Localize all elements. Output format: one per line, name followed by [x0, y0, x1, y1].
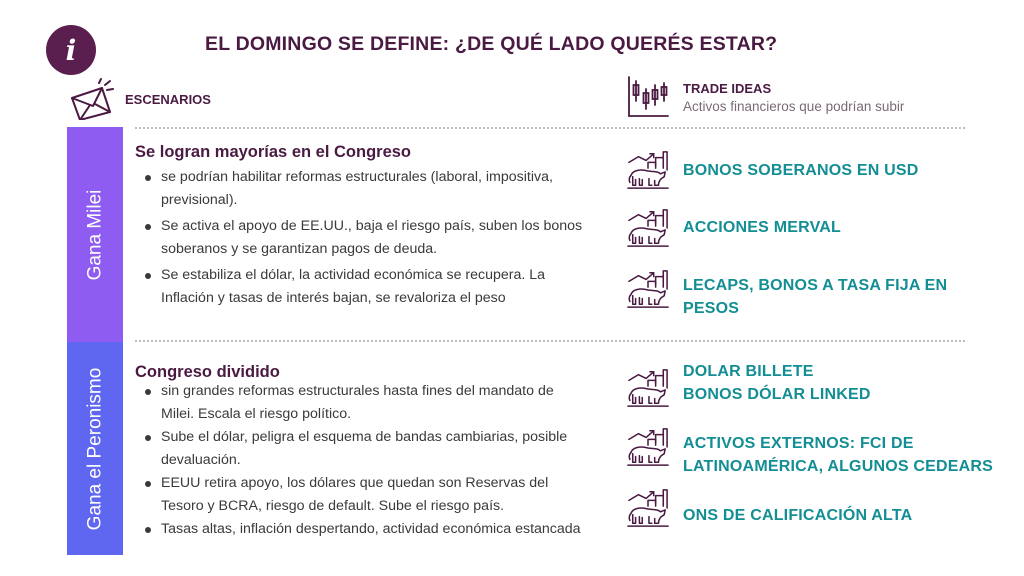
list-item: Sube el dólar, peligra el esquema de bandas cambiarias, posible devaluación.	[145, 426, 585, 471]
scenario-heading: Congreso dividido	[135, 363, 280, 381]
list-item: sin grandes reformas estructurales hasta fines del mandato de Milei. Escala el riesgo político.	[145, 380, 585, 425]
divider	[135, 127, 965, 129]
list-item: Se activa el apoyo de EE.UU., baja el riesgo país, suben los bonos soberanos y se garantizan pagos de deuda.	[145, 215, 585, 260]
scenario-bullet-list	[145, 380, 585, 541]
bull-market-icon	[627, 367, 669, 409]
envelope-icon	[68, 78, 116, 120]
scenario-label-peronismo	[67, 342, 123, 555]
escenarios-label: ESCENARIOS	[125, 92, 211, 107]
scenario-bullet-list	[145, 166, 585, 309]
trade-idea-text: BONOS SOBERANOS EN USD	[683, 162, 919, 179]
trade-ideas-subtitle: Activos financieros que podrían subir	[683, 99, 905, 114]
bull-market-icon	[627, 487, 669, 529]
bull-market-icon	[627, 149, 669, 191]
scenario-label-milei	[67, 127, 123, 342]
trade-idea-text: ACTIVOS EXTERNOS: FCI DE LATINOAMÉRICA, ALGUNOS CEDEARS	[683, 435, 993, 475]
scenario-label-text: Gana Milei	[84, 189, 106, 280]
bull-market-icon	[627, 207, 669, 249]
list-item: Se estabiliza el dólar, la actividad económica se recupera. La Inflación y tasas de interés bajan, se revaloriza el peso	[145, 264, 585, 309]
candlestick-chart-icon	[626, 75, 670, 119]
trade-idea-text: ONS DE CALIFICACIÓN ALTA	[683, 507, 913, 524]
trade-idea-text: DOLAR BILLETE	[683, 363, 814, 380]
page-title: EL DOMINGO SE DEFINE: ¿DE QUÉ LADO QUERÉS ESTAR?	[205, 33, 778, 55]
info-icon: i	[46, 25, 96, 75]
list-item: EEUU retira apoyo, los dólares que quedan son Reservas del Tesoro y BCRA, riesgo de default. Sube el riesgo país.	[145, 472, 585, 517]
trade-ideas-label: TRADE IDEAS	[683, 81, 772, 96]
list-item: se podrían habilitar reformas estructurales (laboral, impositiva, previsional).	[145, 166, 585, 211]
scenario-heading: Se logran mayorías en el Congreso	[135, 143, 412, 161]
trade-idea-text: BONOS DÓLAR LINKED	[683, 386, 871, 403]
divider	[135, 340, 965, 342]
bull-market-icon	[627, 426, 669, 468]
bull-market-icon	[627, 268, 669, 310]
trade-idea-text: ACCIONES MERVAL	[683, 219, 841, 236]
trade-idea-text: LECAPS, BONOS A TASA FIJA EN PESOS	[683, 277, 948, 317]
scenario-label-text: Gana el Peronismo	[84, 367, 105, 530]
list-item: Tasas altas, inflación despertando, actividad económica estancada	[145, 518, 585, 541]
